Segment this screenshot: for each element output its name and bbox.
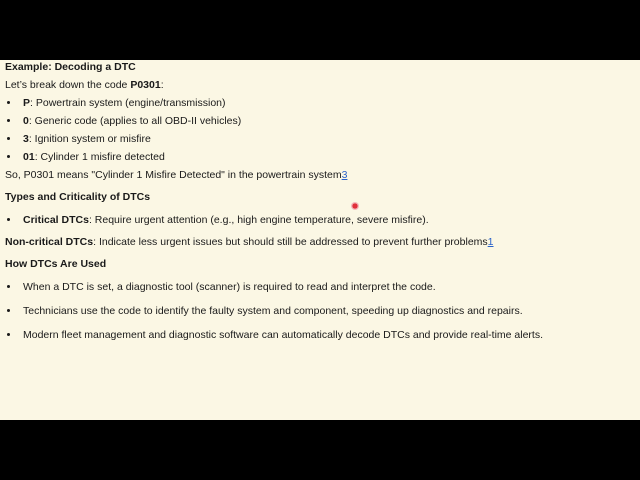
bullet-dot	[7, 155, 10, 158]
list-item-technicians: Technicians use the code to identify the faulty system and component, speeding up diagnostics and repairs.	[23, 305, 523, 317]
bullet-dot	[7, 309, 10, 312]
list-item-3: 3: Ignition system or misfire	[23, 133, 151, 145]
reference-link-3[interactable]: 3	[341, 169, 348, 181]
intro-line: Let’s break down the code P0301:	[5, 79, 164, 91]
bullet-dot	[7, 333, 10, 336]
list-item-p: P: Powertrain system (engine/transmission)	[23, 97, 226, 109]
document-page	[0, 60, 640, 420]
bullet-dot	[7, 218, 10, 221]
list-item-0: 0: Generic code (applies to all OBD-II vehicles)	[23, 115, 242, 127]
bullet-dot	[7, 101, 10, 104]
conclusion-line: So, P0301 means "Cylinder 1 Misfire Detected" in the powertrain system3	[5, 169, 348, 181]
heading-how-dtcs-used: How DTCs Are Used	[5, 258, 107, 270]
noncritical-dtcs-line: Non-critical DTCs: Indicate less urgent issues but should still be addressed to prevent further problems1	[5, 236, 494, 248]
list-item-scanner: When a DTC is set, a diagnostic tool (scanner) is required to read and interpret the code.	[23, 281, 436, 293]
bullet-dot	[7, 285, 10, 288]
pointer-cursor-icon	[351, 202, 359, 210]
critical-dtcs-item: Critical DTCs: Require urgent attention (e.g., high engine temperature, severe misfire).	[23, 214, 429, 226]
list-item-01: 01: Cylinder 1 misfire detected	[23, 151, 165, 163]
reference-link-1[interactable]: 1	[487, 236, 494, 248]
heading-types-criticality: Types and Criticality of DTCs	[5, 191, 151, 203]
heading-decoding-dtc: Example: Decoding a DTC	[5, 61, 136, 73]
list-item-fleet-software: Modern fleet management and diagnostic software can automatically decode DTCs and provide real-time alerts.	[23, 329, 544, 341]
bullet-dot	[7, 137, 10, 140]
bullet-dot	[7, 119, 10, 122]
